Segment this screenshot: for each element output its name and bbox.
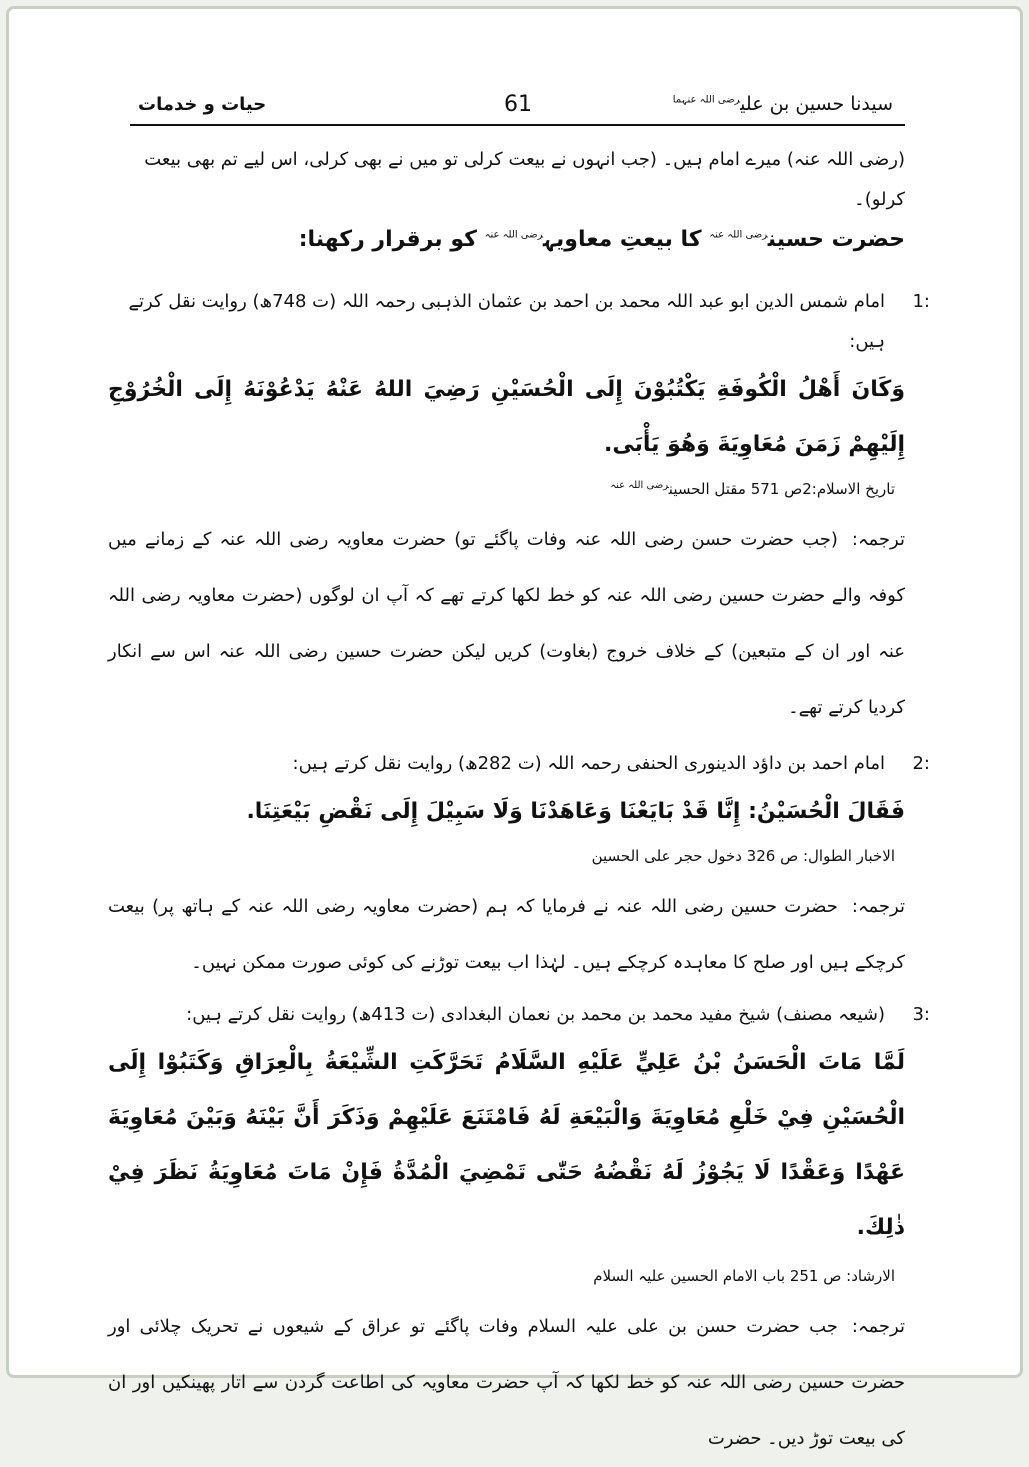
reference [108,474,930,504]
reference-text: الارشاد: ص 251 باب الامام الحسین علیہ السلام [593,1267,895,1285]
translation-label: ترجمہ: [851,1316,905,1337]
reference [108,841,930,871]
translation-label: ترجمہ: [851,896,905,917]
running-title [673,93,893,115]
translation [108,512,930,736]
page-content [108,140,930,1467]
citation-source: امام شمس الدین ابو عبد اللہ محمد بن احمد بن عثمان الذہبی رحمہ اللہ (ت 748ھ) روایت نقل کرتے ہیں: [128,291,885,352]
book-title: حیات و خدمات [138,94,267,115]
honorific: رضی اللہ عنہما [672,94,741,106]
heading-text: حضرت حسین [767,227,905,252]
honorific: رضی اللہ عنہ [709,229,768,241]
citation-intro [108,995,930,1035]
reference-text: الاخبار الطوال: ص 326 دخول حجر علی الحسین [591,847,895,865]
translation [108,879,930,991]
translation [108,1299,930,1467]
heading-text: کو برقرار رکھنا: [298,227,477,252]
arabic-quote: لَمَّا مَاتَ الْحَسَنُ بْنُ عَلِيٍّ عَلَيْهِ السَّلَامُ تَحَرَّكَتِ الشِّيْعَةُ بِالْعِرَاقِ وَكَتَبُوْا إِلَى الْحُسَيْنِ فِيْ خَلْعِ مُعَاوِيَةَ وَالْبَيْعَةِ لَهُ فَامْتَنَعَ عَلَيْهِمْ وَذَكَرَ أَنَّ بَيْنَهُ وَبَيْنَ مُعَاوِيَةَ عَهْدًا وَعَقْدًا لَا يَجُوْزُ لَهُ نَقْضُهُ حَتّٰى تَمْضِيَ الْمُدَّةُ فَإِنْ مَاتَ مُعَاوِيَةُ نَظَرَ فِيْ ذٰلِكَ. [108,1050,905,1240]
item-number: 1: [912,291,930,312]
page-number: 61 [504,92,532,117]
honorific: رضی اللہ عنہ [484,229,544,241]
citation-source: (شیعہ مصنف) شیخ مفید محمد بن محمد بن نعمان البغدادی (ت 413ھ) روایت نقل کرتے ہیں: [186,1004,885,1025]
translation-text: (جب حضرت حسن رضی اللہ عنہ وفات پاگئے تو) حضرت معاویہ رضی اللہ عنہ کے زمانے میں کوفہ والے حضرت حسین رضی اللہ عنہ کو خط لکھا کرتے تھے کہ آپ ان لوگوں (حضرت معاویہ رضی اللہ عنہ اور ان کے متبعین) کے خلاف خروج (بغاوت) کریں لیکن حضرت حسین رضی اللہ عنہ اس سے انکار کردیا کرتے تھے۔ [108,529,905,718]
arabic-quote: وَكَانَ أَهْلُ الْكُوفَةِ يَكْتُبُوْنَ إِلَى الْحُسَيْنِ رَضِيَ اللهُ عَنْهُ يَدْعُوْنَهُ إِلَى الْخُرُوْجِ إِلَيْهِمْ زَمَنَ مُعَاوِيَةَ وَهُوَ يَأْبَى. [108,377,905,457]
item-number: 3: [912,1004,930,1025]
citation-source: امام احمد بن داؤد الدینوری الحنفی رحمہ اللہ (ت 282ھ) روایت نقل کرتے ہیں: [292,753,885,774]
section-heading [108,220,930,260]
translation-label: ترجمہ: [851,529,905,550]
citation-intro [108,282,930,362]
translation-text: حضرت حسین رضی اللہ عنہ نے فرمایا کہ ہم (حضرت معاویہ رضی اللہ عنہ کے ہاتھ پر) بیعت کرچکے ہیں اور صلح کا معاہدہ کرچکے ہیں۔ لہٰذا اب بیعت توڑنے کی کوئی صورت ممکن نہیں۔ [108,896,905,973]
honorific: رضی اللہ عنہ [610,480,669,491]
intro-line: (رضی اللہ عنہ) میرے امام ہیں۔ (جب انہوں نے بیعت کرلی تو میں نے بھی کرلی، اس لیے تم بھی بیعت کرلو)۔ [144,149,905,210]
reference [108,1261,930,1291]
item-number: 2: [912,753,930,774]
reference-text: تاریخ الاسلام:2ص 571 مقتل الحسین [668,480,895,498]
citation-intro [108,744,930,784]
heading-text: کا بیعتِ معاویہ [543,227,702,252]
page-header [130,76,905,126]
arabic-quote: فَقَالَ الْحُسَيْنُ: إِنَّا قَدْ بَايَعْنَا وَعَاهَدْنَا وَلَا سَبِيْلَ إِلَى نَقْضِ بَيْعَتِنَا. [246,799,905,824]
translation-text: جب حضرت حسن بن علی علیہ السلام وفات پاگئے تو عراق کے شیعوں نے تحریک چلائی اور حضرت حسین رضی اللہ عنہ کو خط لکھا کہ آپ حضرت معاویہ کی اطاعت گردن سے اتار پھینکیں اور ان کی بیعت توڑ دیں۔ حضرت [108,1316,905,1449]
running-title-text: سیدنا حسین بن علی [740,93,893,115]
